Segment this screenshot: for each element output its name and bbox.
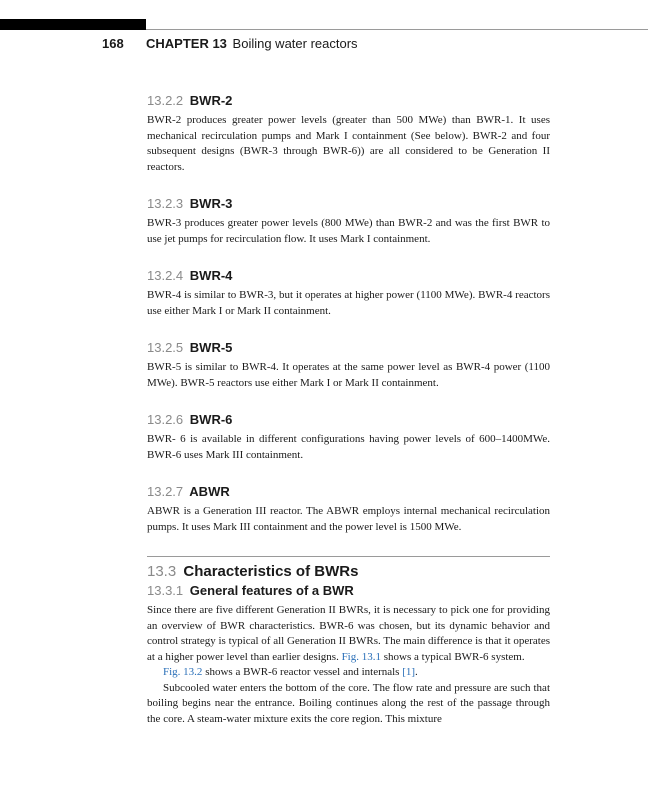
subsection-number: 13.2.2 bbox=[147, 93, 184, 108]
figure-link[interactable]: Fig. 13.1 bbox=[341, 650, 381, 663]
subsection-bwr-6 bbox=[147, 412, 550, 463]
subsection-title: BWR-3 bbox=[189, 196, 233, 211]
subsection-bwr-4 bbox=[147, 268, 550, 319]
subsection-heading bbox=[147, 484, 550, 499]
subsection-number: 13.2.7 bbox=[147, 484, 184, 499]
header-bar bbox=[0, 19, 146, 30]
section-heading bbox=[147, 563, 550, 580]
subsection-heading bbox=[147, 583, 550, 598]
chapter-label: CHAPTER 13 bbox=[146, 36, 227, 51]
figure-link[interactable]: Fig. 13.2 bbox=[163, 666, 203, 678]
subsection-bwr-3 bbox=[147, 196, 550, 247]
subsection-title: BWR-4 bbox=[189, 268, 233, 283]
subsection-number: 13.2.5 bbox=[147, 340, 184, 355]
paragraph: BWR-3 produces greater power levels (800 MWe) than BWR-2 and was the first BWR to use jet pumps for recirculation flow. It uses Mark I containment. bbox=[147, 217, 550, 245]
running-header bbox=[102, 36, 358, 54]
paragraph: BWR-2 produces greater power levels (greater than 500 MWe) than BWR-1. It uses mechanical recirculation pumps and Mark I containment (See below). BWR-2 and four subsequent designs (BWR-3 through BWR-6)) are all considered to be Generation II reactors. bbox=[147, 114, 550, 173]
subsection-abwr bbox=[147, 484, 550, 535]
citation-link[interactable]: [1] bbox=[402, 666, 416, 678]
subsection-bwr-5 bbox=[147, 340, 550, 391]
paragraph-text: . bbox=[415, 666, 418, 678]
paragraph bbox=[147, 603, 550, 665]
subsection-number: 13.2.4 bbox=[147, 268, 184, 283]
subsection-title: BWR-5 bbox=[189, 340, 233, 355]
paragraph-text: shows a typical BWR-6 system. bbox=[381, 650, 525, 663]
subsection-number: 13.2.6 bbox=[147, 412, 184, 427]
chapter-title: Boiling water reactors bbox=[232, 36, 358, 51]
section-rule bbox=[147, 556, 550, 557]
paragraph-text: shows a BWR-6 reactor vessel and internals bbox=[202, 666, 403, 678]
paragraph: BWR-4 is similar to BWR-3, but it operates at higher power (1100 MWe). BWR-4 reactors use either Mark I or Mark II containment. bbox=[147, 289, 550, 317]
subsection-heading bbox=[147, 93, 550, 108]
section-number: 13.3 bbox=[147, 563, 177, 580]
subsection-heading bbox=[147, 340, 550, 355]
subsection-title: General features of a BWR bbox=[189, 583, 354, 598]
paragraph bbox=[147, 665, 550, 681]
subsection-number: 13.3.1 bbox=[147, 583, 184, 598]
subsection-heading bbox=[147, 268, 550, 283]
section-title: Characteristics of BWRs bbox=[183, 563, 359, 580]
header-rule bbox=[146, 29, 648, 30]
paragraph-text: Since there are five different Generation II BWRs, it is necessary to pick one for providing an overview of BWR characteristics. BWR-6 was chosen, but its dynamic behavior and control strategy is typical of all Generation II BWRs. The main difference is that it operates at a higher power level than earlier designs. bbox=[147, 604, 550, 663]
paragraph: ABWR is a Generation III reactor. The ABWR employs internal mechanical recirculation pumps. It uses Mark III containment and the power level is 1500 MWe. bbox=[147, 505, 550, 533]
paragraph: BWR-5 is similar to BWR-4. It operates at the same power level as BWR-4 power (1100 MWe). BWR-5 reactors use either Mark I or Mark II containment. bbox=[147, 361, 550, 389]
subsection-heading bbox=[147, 196, 550, 211]
page-number: 168 bbox=[102, 36, 124, 51]
paragraph: BWR- 6 is available in different configurations having power levels of 600–1400MWe. BWR-6 uses Mark III containment. bbox=[147, 433, 550, 461]
paragraph: Subcooled water enters the bottom of the core. The flow rate and pressure are such that boiling begins near the entrance. Boiling continues along the rest of the passage through the core. A steam-water mixture exits the core region. This mixture bbox=[147, 681, 550, 725]
subsection-heading bbox=[147, 412, 550, 427]
subsection-number: 13.2.3 bbox=[147, 196, 184, 211]
subsection-title: BWR-2 bbox=[189, 93, 233, 108]
subsection-title: ABWR bbox=[189, 484, 230, 499]
page-content bbox=[147, 93, 550, 727]
subsection-bwr-2 bbox=[147, 93, 550, 175]
subsection-title: BWR-6 bbox=[189, 412, 233, 427]
